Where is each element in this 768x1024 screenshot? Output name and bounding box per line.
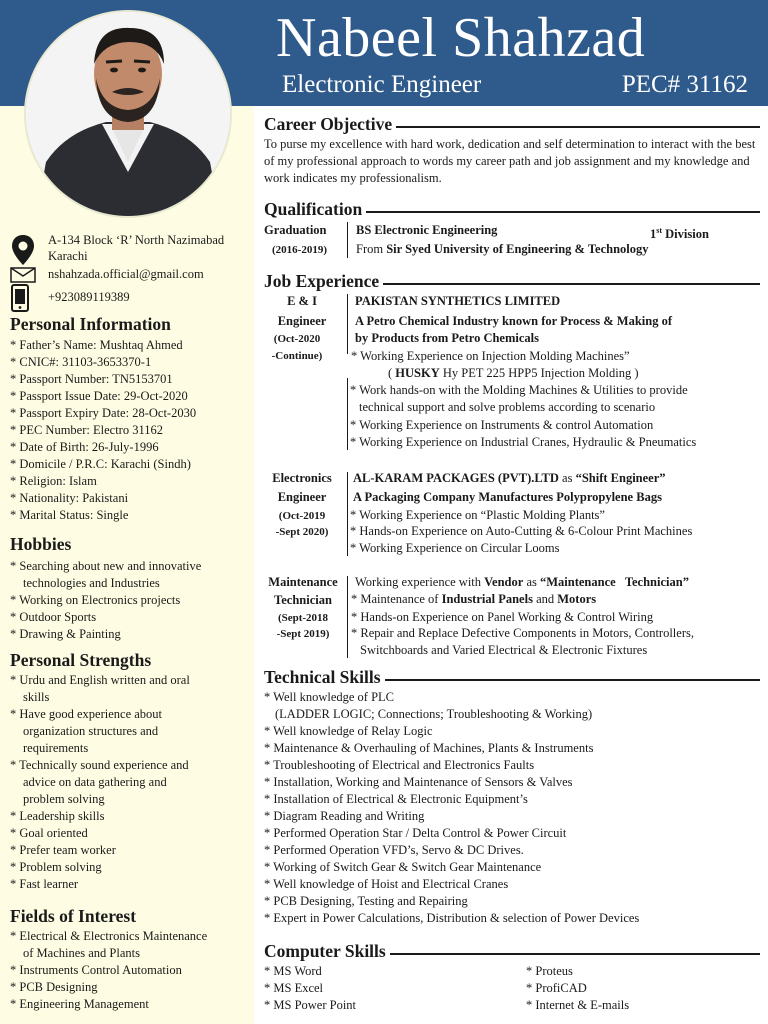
paren-open: ( (388, 366, 396, 380)
list-item: skills (23, 690, 50, 704)
list-item: * Installation of Electrical & Electronic Equipment’s (264, 792, 528, 806)
list-item: * Date of Birth: 26-July-1996 (10, 440, 159, 454)
list-item: * Prefer team worker (10, 843, 116, 857)
divider-line (347, 222, 348, 258)
personal-info-list (10, 337, 250, 524)
computer-list-right (526, 963, 756, 1014)
list-item: * Leadership skills (10, 809, 105, 823)
heading-rule (390, 953, 760, 955)
list-item: * MS Power Point (264, 998, 357, 1012)
job1-bullet: * Work hands-on with the Molding Machines & Utilities to provide (350, 383, 688, 397)
job2-bullet: * Working Experience on Circular Looms (350, 541, 560, 555)
list-item: * Maintenance & Overhauling of Machines, Plants & Instruments (264, 741, 594, 755)
list-item: * Working of Switch Gear & Switch Gear Maintenance (264, 860, 542, 874)
list-item: problem solving (23, 792, 105, 806)
email-text[interactable]: nshahzada.official@gmail.com (48, 267, 204, 281)
list-item: * Performed Operation VFD’s, Servo & DC Drives. (264, 843, 524, 857)
divider-line (347, 294, 348, 354)
job3-period: (Sept-2018 (277, 612, 329, 624)
division-num: 1 (650, 227, 657, 242)
job2-role: Electronics (272, 471, 332, 485)
husky-text: HUSKY (395, 366, 440, 380)
list-item: * Religion: Islam (10, 474, 97, 488)
list-item: * Passport Issue Date: 29-Oct-2020 (10, 389, 188, 403)
list-item: * ProfiCAD (526, 981, 587, 995)
job3-period: -Sept 2019) (276, 628, 330, 640)
list-item: * Well knowledge of PLC (264, 690, 394, 704)
vendor-text: Vendor (484, 575, 524, 589)
phone-text[interactable]: +923089119389 (48, 290, 130, 304)
strengths-section (10, 649, 250, 893)
division-word: Division (662, 227, 709, 242)
graduation-years: (2016-2019) (272, 244, 327, 256)
personal-info-heading: Personal Information (10, 314, 171, 334)
interests-heading: Fields of Interest (10, 906, 137, 926)
hobbies-heading: Hobbies (10, 534, 72, 554)
job1-bullet: * Working Experience on Instruments & control Automation (350, 418, 654, 432)
hobbies-section (10, 533, 250, 643)
job1-bullet: technical support and solve problems according to scenario (359, 400, 656, 414)
job3-bullet: Switchboards and Varied Electrical & Electronic Fixtures (360, 643, 648, 657)
list-item: * Drawing & Painting (10, 627, 121, 641)
contact-email (10, 266, 250, 284)
as-text: as (558, 471, 576, 485)
career-heading (264, 113, 760, 135)
technical-list (264, 689, 760, 927)
list-item: * Urdu and English written and oral (10, 673, 190, 687)
list-item: * Problem solving (10, 860, 102, 874)
husky-rest: Hy PET 225 HPP5 Injection Molding ) (439, 366, 639, 380)
list-item: * Father’s Name: Mushtaq Ahmed (10, 338, 183, 352)
profile-photo (26, 12, 230, 216)
list-item: technologies and Industries (23, 576, 160, 590)
career-text: To purse my excellence with hard work, dedication and self determination to interact with the best of my professional approach to words my career path and job assignment and my knowledge and work indicates my professionalism. (264, 137, 756, 185)
list-item: * CNIC#: 31103-3653370-1 (10, 355, 152, 369)
computer-heading-text: Computer Skills (264, 941, 386, 961)
list-item: * Instruments Control Automation (10, 963, 182, 977)
job2-bullet: * Working Experience on “Plastic Molding Plants” (350, 508, 605, 522)
list-item: * Marital Status: Single (10, 508, 129, 522)
list-item: of Machines and Plants (23, 946, 140, 960)
personal-info-section (10, 313, 250, 524)
job1-period: -Continue) (271, 350, 323, 362)
list-item: * Internet & E-mails (526, 998, 630, 1012)
university-name: Sir Syed University of Engineering & Technology (386, 242, 649, 256)
contact-phone (10, 284, 250, 312)
list-item: * Engineering Management (10, 997, 149, 1011)
address-line1: A-134 Block ‘R’ North Nazimabad (48, 233, 225, 247)
job1-bullet: * Working Experience on Industrial Cranes, Hydraulic & Pneumatics (350, 435, 697, 449)
job2-company: AL-KARAM PACKAGES (PVT).LTD (353, 471, 559, 485)
job3-role: Maintenance (268, 575, 338, 589)
job3-intro (355, 574, 689, 591)
list-item: * Troubleshooting of Electrical and Electronics Faults (264, 758, 535, 772)
job-heading-text: Job Experience (264, 271, 380, 291)
job2-bullet: * Hands-on Experience on Auto-Cutting & 6-Colour Print Machines (350, 524, 693, 538)
list-item: * Have good experience about (10, 707, 163, 721)
list-item: * Goal oriented (10, 826, 88, 840)
job2-period: (Oct-2019 (278, 510, 326, 522)
from-prefix: From (356, 242, 387, 256)
intro-text: Working experience with (355, 575, 485, 589)
heading-rule (385, 679, 760, 681)
technical-heading-text: Technical Skills (264, 667, 381, 687)
job2-position: “Shift Engineer” (575, 471, 666, 485)
list-item: * Technically sound experience and (10, 758, 189, 772)
list-item: organization structures and (23, 724, 159, 738)
list-item: * Installation, Working and Maintenance of Sensors & Valves (264, 775, 573, 789)
job2-period: -Sept 2020) (275, 526, 329, 538)
list-item: * Nationality: Pakistani (10, 491, 129, 505)
list-item: * Domicile / P.R.C: Karachi (Sindh) (10, 457, 191, 471)
division-sup: st (656, 226, 663, 235)
candidate-name: Nabeel Shahzad (276, 7, 646, 69)
job2-role: Engineer (277, 490, 327, 504)
list-item: * Working on Electronics projects (10, 593, 181, 607)
list-item: * MS Word (264, 964, 322, 978)
job1-bullet: * Working Experience on Injection Molding Machines” (351, 349, 630, 363)
qualification-heading (264, 198, 760, 220)
job3-bullet: * Hands-on Experience on Panel Working & Control Wiring (351, 610, 654, 624)
list-item: * Well knowledge of Hoist and Electrical Cranes (264, 877, 509, 891)
job1-desc: A Petro Chemical Industry known for Process & Making of (355, 314, 673, 328)
computer-list-left (264, 963, 504, 1014)
job-heading (264, 270, 760, 292)
job2-desc: A Packaging Company Manufactures Polypropylene Bags (353, 490, 662, 504)
list-item: * Well knowledge of Relay Logic (264, 724, 433, 738)
job1-desc: by Products from Petro Chemicals (355, 331, 540, 345)
divider-line (347, 472, 348, 556)
list-item: * MS Excel (264, 981, 324, 995)
list-item: * Outdoor Sports (10, 610, 97, 624)
job1-bullet (388, 365, 638, 382)
as-text: as (523, 575, 540, 589)
contact-address (10, 232, 250, 268)
list-item: * Passport Number: TN5153701 (10, 372, 173, 386)
list-item: advice on data gathering and (23, 775, 167, 789)
job3-bullet (351, 591, 596, 608)
graduation-label: Graduation (264, 223, 327, 237)
address-line2: Karachi (48, 249, 88, 263)
job1-company: PAKISTAN SYNTHETICS LIMITED (355, 294, 561, 308)
job1-role: E & I (287, 294, 317, 308)
university-line (356, 241, 649, 258)
qualification-heading-text: Qualification (264, 199, 363, 219)
panels-text: Industrial Panels (441, 592, 533, 606)
list-item: * Diagram Reading and Writing (264, 809, 425, 823)
list-item: * Fast learner (10, 877, 79, 891)
list-item: * PCB Designing (10, 980, 98, 994)
job2-company-line (353, 470, 666, 487)
divider-line (347, 378, 348, 450)
computer-heading (264, 940, 760, 962)
list-item: * PCB Designing, Testing and Repairing (264, 894, 468, 908)
list-item: * Searching about new and innovative (10, 559, 202, 573)
job3-position: “Maintenance Technician” (539, 575, 689, 589)
divider-line (347, 576, 348, 658)
interests-list (10, 928, 250, 1013)
technical-heading (264, 666, 760, 688)
strengths-heading: Personal Strengths (10, 650, 152, 670)
heading-rule (366, 211, 760, 213)
motors-text: Motors (557, 592, 597, 606)
list-item: * Electrical & Electronics Maintenance (10, 929, 208, 943)
list-item: * Proteus (526, 964, 573, 978)
pec-number: PEC# 31162 (621, 71, 748, 98)
interests-section (10, 905, 250, 1013)
strengths-list (10, 672, 250, 893)
heading-rule (396, 126, 760, 128)
heading-rule (383, 283, 760, 285)
degree-text: BS Electronic Engineering (356, 223, 498, 237)
career-heading-text: Career Objective (264, 114, 393, 134)
list-item: requirements (23, 741, 89, 755)
division-text (650, 222, 709, 243)
job3-bullet: * Repair and Replace Defective Components in Motors, Controllers, (351, 626, 694, 640)
list-item: * Passport Expiry Date: 28-Oct-2030 (10, 406, 197, 420)
list-item: (LADDER LOGIC; Connections; Troubleshooting & Working) (275, 707, 593, 721)
job1-role: Engineer (277, 314, 327, 328)
hobbies-list (10, 558, 250, 643)
job3-role: Technician (274, 593, 332, 607)
and-text: and (532, 592, 558, 606)
bullet-pre: * Maintenance of (351, 592, 442, 606)
job-title: Electronic Engineer (282, 71, 482, 98)
job1-period: (Oct-2020 (273, 333, 321, 345)
list-item: * Expert in Power Calculations, Distribution & selection of Power Devices (264, 911, 640, 925)
list-item: * PEC Number: Electro 31162 (10, 423, 163, 437)
list-item: * Performed Operation Star / Delta Control & Power Circuit (264, 826, 567, 840)
